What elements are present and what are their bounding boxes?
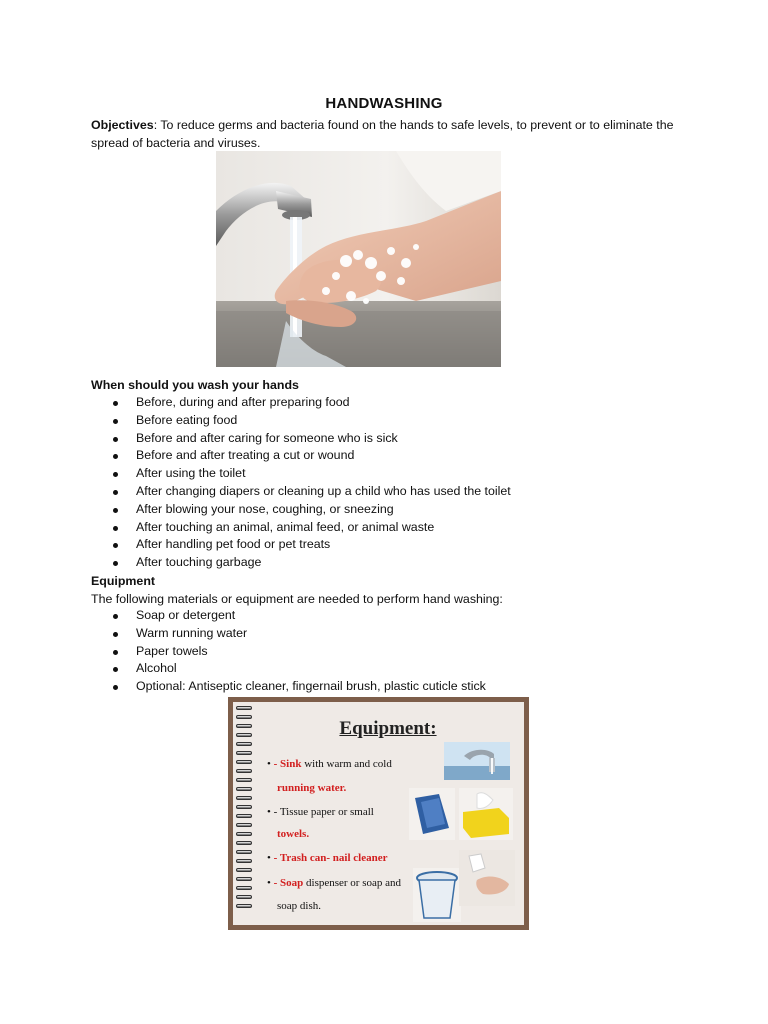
list-item: After touching garbage [91, 554, 511, 572]
bullet-icon [113, 419, 118, 424]
bullet-icon [113, 437, 118, 442]
bullet-icon [113, 526, 118, 531]
list-item: Paper towels [91, 643, 486, 661]
soap-hands-icon [459, 850, 515, 906]
spiral-binding [233, 706, 255, 913]
list-item: Alcohol [91, 660, 486, 678]
slide-bullet-soap: • - Soap dispenser or soap and [267, 877, 402, 889]
list-item: Before and after caring for someone who is sick [91, 430, 511, 448]
bullet-icon [113, 632, 118, 637]
list-item: After changing diapers or cleaning up a child who has used the toilet [91, 483, 511, 501]
list-item: After touching an animal, animal feed, or animal waste [91, 519, 511, 537]
list-item: Before and after treating a cut or wound [91, 447, 511, 465]
slide-bullet-sink-cont: running water. [277, 782, 347, 794]
bullet-icon [113, 667, 118, 672]
bullet-icon [113, 454, 118, 459]
equipment-heading: Equipment [91, 574, 156, 588]
list-item: Optional: Antiseptic cleaner, fingernail brush, plastic cuticle stick [91, 678, 486, 696]
equipment-intro: The following materials or equipment are needed to perform hand washing: [91, 592, 503, 606]
bullet-icon [113, 401, 118, 406]
list-item: After using the toilet [91, 465, 511, 483]
slide-bullet-trash: • - Trash can- nail cleaner [267, 852, 388, 864]
slide-bullet-tissue: • - Tissue paper or small [267, 806, 374, 818]
slide-bullet-soap-cont: soap dish. [277, 900, 321, 912]
bullet-icon [113, 685, 118, 690]
slide-bullet-tissue-cont: towels. [277, 828, 310, 840]
equipment-slide [228, 697, 529, 930]
bullet-icon [113, 561, 118, 566]
slide-bullet-sink: • - Sink with warm and cold [267, 758, 392, 770]
when-list [91, 394, 511, 572]
list-item: Warm running water [91, 625, 486, 643]
objectives-paragraph [91, 116, 691, 152]
page-title: HANDWASHING [325, 95, 443, 112]
equipment-list [91, 607, 486, 696]
list-item: Before, during and after preparing food [91, 394, 511, 412]
faucet-icon [444, 742, 510, 780]
slide-background [233, 702, 524, 925]
towel-icon [409, 788, 455, 840]
list-item: Soap or detergent [91, 607, 486, 625]
handwashing-photo [216, 151, 501, 367]
bullet-icon [113, 650, 118, 655]
bullet-icon [113, 472, 118, 477]
list-item: Before eating food [91, 412, 511, 430]
list-item: After blowing your nose, coughing, or sneezing [91, 501, 511, 519]
bullet-icon [113, 614, 118, 619]
list-item: After handling pet food or pet treats [91, 536, 511, 554]
bullet-icon [113, 543, 118, 548]
bullet-icon [113, 508, 118, 513]
slide-title: Equipment: [339, 718, 437, 739]
when-heading: When should you wash your hands [91, 378, 299, 392]
trash-can-icon [413, 868, 461, 922]
objectives-label: Objectives [91, 118, 154, 132]
objectives-text: : To reduce germs and bacteria found on the hands to safe levels, to prevent or to eliminate the spread of bacteria and viruses. [91, 118, 674, 150]
tissue-box-icon [459, 788, 513, 840]
bullet-icon [113, 490, 118, 495]
